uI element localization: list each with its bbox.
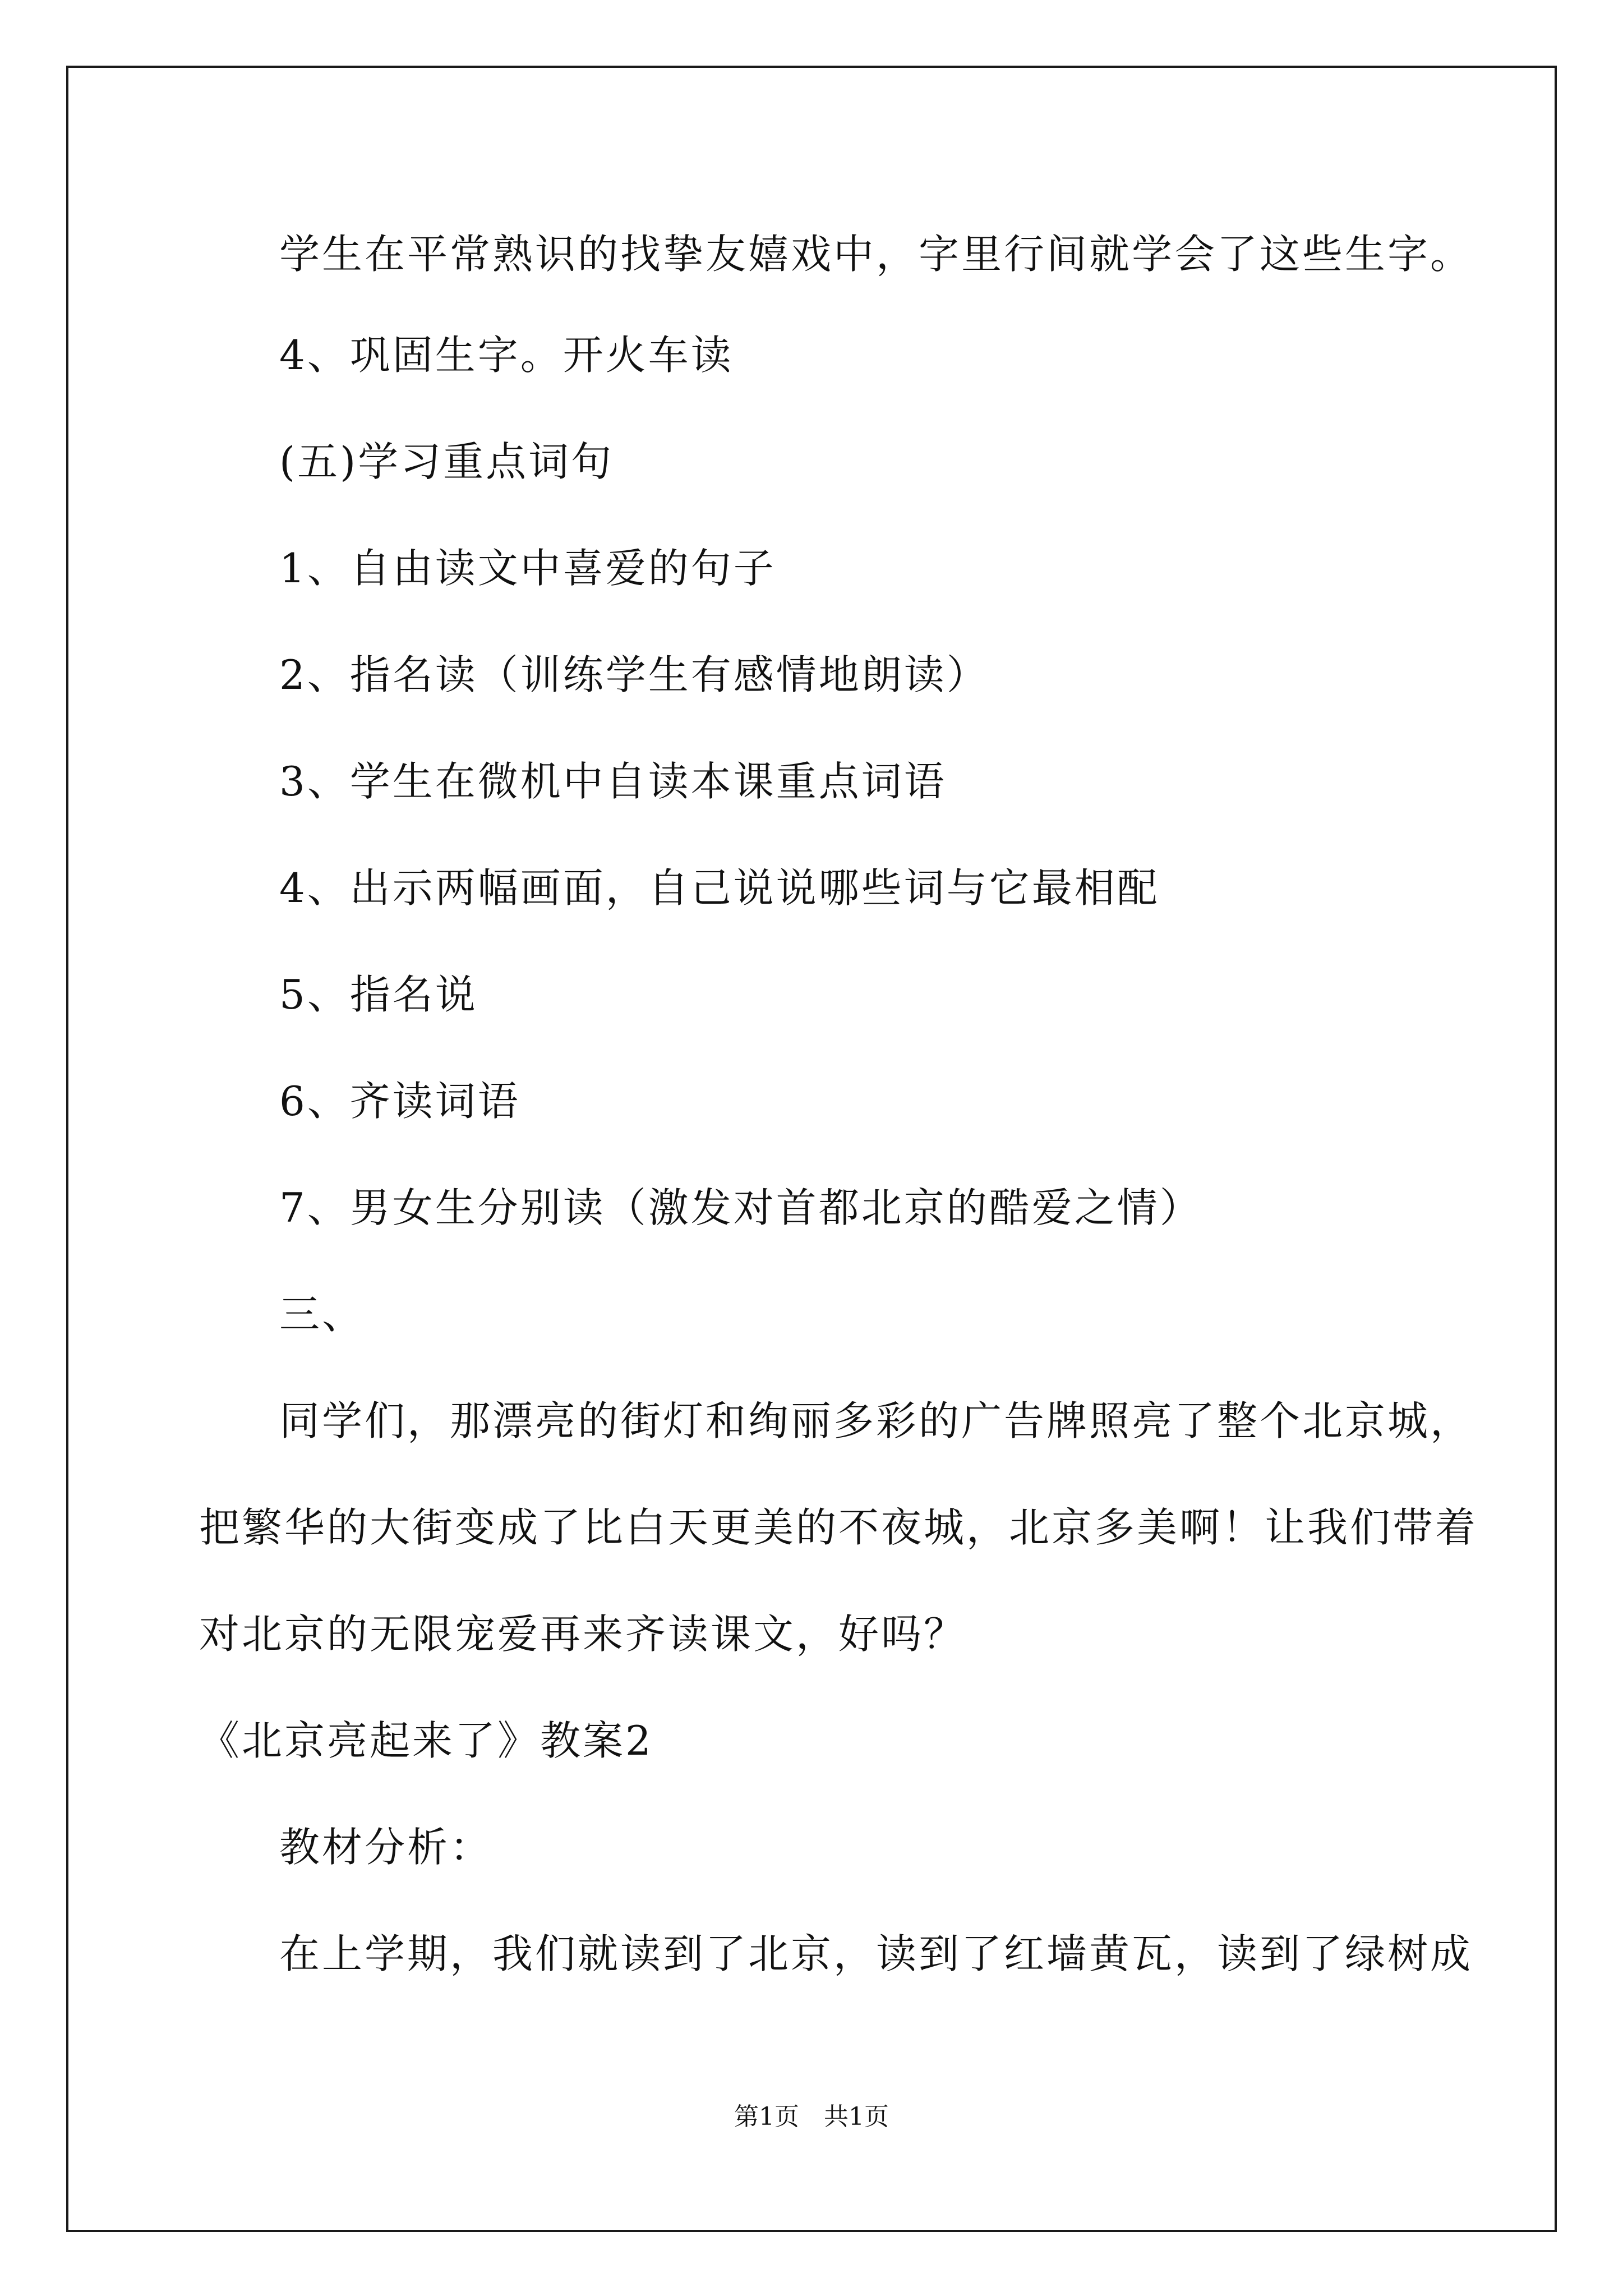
paragraph-line: 把繁华的大街变成了比白天更美的不夜城，北京多美啊！让我们带着 bbox=[199, 1504, 1478, 1551]
paragraph-line: 对北京的无限宠爱再来齐读课文，好吗？ bbox=[199, 1611, 967, 1658]
paragraph-line: 1、自由读文中喜爱的句子 bbox=[279, 545, 776, 592]
paragraph-line: 7、男女生分别读（激发对首都北京的酷爱之情） bbox=[279, 1184, 1202, 1231]
paragraph-line: 5、指名说 bbox=[279, 971, 478, 1018]
paragraph-line: 同学们，那漂亮的街灯和绚丽多彩的广告牌照亮了整个北京城， bbox=[279, 1397, 1473, 1444]
paragraph-line: 4、出示两幅画面，自己说说哪些词与它最相配 bbox=[279, 864, 1160, 912]
section-heading: 三、 bbox=[279, 1291, 365, 1338]
section-heading: (五)学习重点词句 bbox=[279, 438, 614, 485]
document-subtitle: 《北京亮起来了》教案2 bbox=[199, 1717, 653, 1764]
paragraph-line: 3、学生在微机中自读本课重点词语 bbox=[279, 758, 947, 805]
paragraph-line: 学生在平常熟识的找挚友嬉戏中，字里行间就学会了这些生字。 bbox=[279, 231, 1473, 278]
paragraph-line: 在上学期，我们就读到了北京，读到了红墙黄瓦，读到了绿树成 bbox=[279, 1930, 1473, 1977]
paragraph-line: 6、齐读词语 bbox=[279, 1078, 520, 1125]
paragraph-line: 2、指名读（训练学生有感情地朗读） bbox=[279, 651, 989, 698]
page-border bbox=[66, 66, 1557, 2232]
section-heading: 教材分析： bbox=[279, 1824, 493, 1871]
page-footer: 第1页 共1页 bbox=[734, 2102, 889, 2131]
paragraph-line: 4、巩固生字。开火车读 bbox=[279, 332, 734, 379]
